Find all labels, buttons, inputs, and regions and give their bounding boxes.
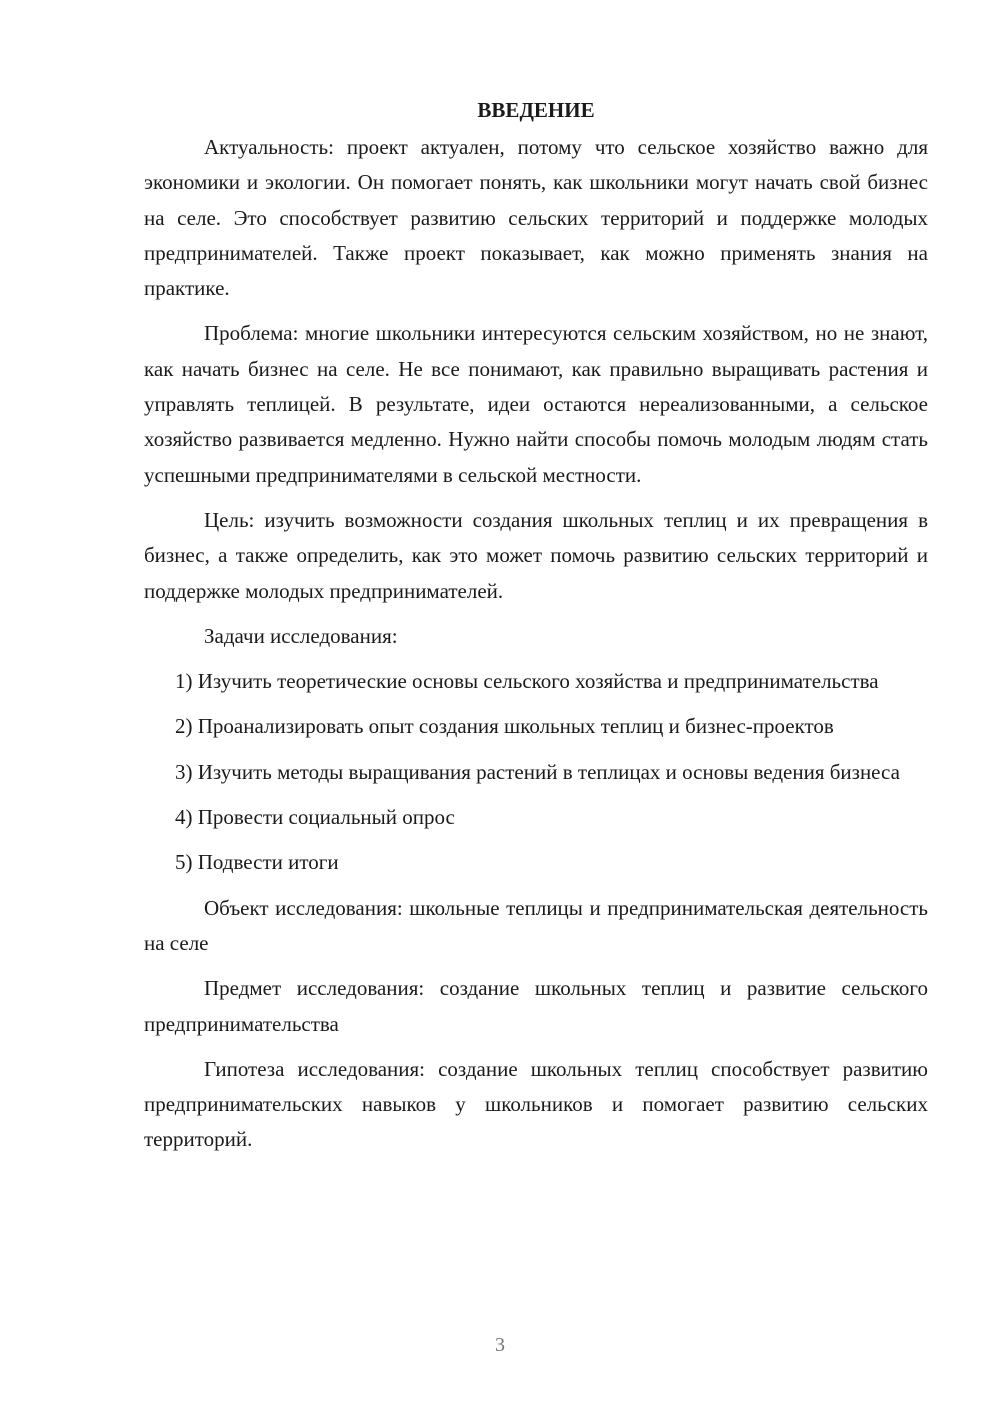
section-title: ВВЕДЕНИЕ [477,98,595,122]
tasks-list [144,664,928,880]
task-item-5: 5) Подвести итоги [175,850,339,875]
task-item-1: 1) Изучить теоретические основы сельского хозяйства и предпринимательства [175,669,879,694]
problem-paragraph: Проблема: многие школьники интересуются сельским хозяйством, но не знают, как начать бизнес на селе. Не все понимают, как правильно выращивать растения и управлять теплицей. В результате, идеи остаются нереализованными, а сельское хозяйство развивается медленно. Нужно найти способы помочь молодым людям стать успешными предпринимателями в сельской местности. [144,321,928,487]
relevance-paragraph: Актуальность: проект актуален, потому что сельское хозяйство важно для экономики и экологии. Он помогает понять, как школьники могут начать свой бизнес на селе. Это способствует развитию сельских территорий и поддержке молодых предпринимателей. Также проект показывает, как можно применять знания на практике. [144,135,928,301]
document-page [144,92,928,1168]
page-number: 3 [495,1334,505,1356]
hypothesis-paragraph: Гипотеза исследования: создание школьных теплиц способствует развитию предпринимательских навыков у школьников и помогает развитию сельских территорий. [144,1056,928,1152]
task-item-2: 2) Проанализировать опыт создания школьных теплиц и бизнес-проектов [175,714,834,739]
task-item-3: 3) Изучить методы выращивания растений в теплицах и основы ведения бизнеса [175,759,900,784]
task-item-4: 4) Провести социальный опрос [175,805,455,830]
goal-paragraph: Цель: изучить возможности создания школьных теплиц и их превращения в бизнес, а также определить, как это может помочь развитию сельских территорий и поддержке молодых предпринимателей. [144,507,928,603]
subject-paragraph: Предмет исследования: создание школьных теплиц и развитие сельского предпринимательства [144,976,928,1036]
object-paragraph: Объект исследования: школьные теплицы и предпринимательская деятельность на селе [144,895,928,955]
tasks-heading: Задачи исследования: [204,623,398,648]
